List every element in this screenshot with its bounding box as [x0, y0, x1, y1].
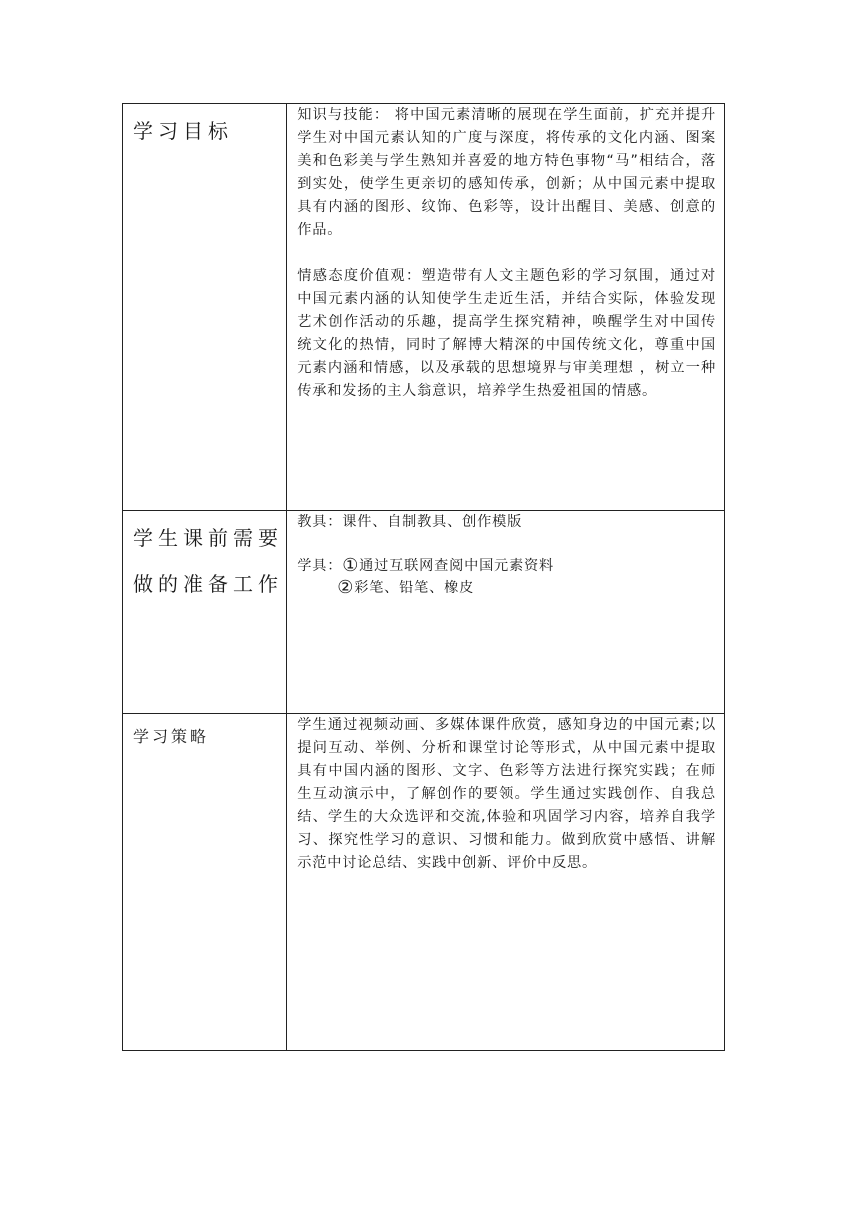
learning-goals-label-cell: [123, 104, 287, 511]
pre-class-preparation-row: [123, 511, 725, 714]
knowledge-skills-text: 知识与技能： 将中国元素清晰的展现在学生面前，扩充并提升学生对中国元素认知的广度与深度，将传承的文化内涵、图案美和色彩美与学生熟知并喜爱的地方特色事物“马”相结合，落到实处，使学生更亲切的感知传承，创新；从中国元素中提取具有内涵的图形、纹饰、色彩等，设计出醒目、美感、创意的作品。: [297, 107, 716, 238]
emotion-values-text: 情感态度价值观：塑造带有人文主题色彩的学习氛围，通过对中国元素内涵的认知使学生走近生活，并结合实际，体验发现艺术创作活动的乐趣，提高学生探究精神，唤醒学生对中国传统文化的热情，同时了解博大精深的中国传统文化，尊重中国元素内涵和情感，以及承载的思想境界与审美理想 ，树立一种传承和发扬的主人翁意识，培养学生热爱祖国的情感。: [297, 268, 716, 399]
preparation-label-line2: 做的准备工作: [133, 572, 283, 596]
learning-goals-label: 学习目标: [133, 119, 233, 143]
learning-strategy-text: 学生通过视频动画、多媒体课件欣赏，感知身边的中国元素;以提问互动、举例、分析和课堂讨论等形式，从中国元素中提取具有中国内涵的图形、文字、色彩等方法进行探究实践；在师生互动演示中，了解创作的要领。学生通过实践创作、自我总结、学生的大众选评和交流,体验和巩固学习内容，培养自我学习、探究性学习的意识、习惯和能力。做到欣赏中感悟、讲解示范中讨论总结、实践中创新、评价中反思。: [297, 717, 716, 871]
student-tools-line-2: [287, 577, 724, 599]
student-tools-line: [287, 555, 724, 577]
learning-goals-row: [123, 104, 725, 511]
preparation-label: [123, 511, 286, 607]
preparation-content-cell: [287, 511, 725, 714]
learning-strategy-label: 学习策略: [133, 727, 210, 746]
lesson-plan-table: [122, 103, 725, 1051]
student-tools-item-1: 通过互联网查阅中国元素资料: [359, 558, 555, 574]
learning-strategy-content-cell: [287, 714, 725, 1051]
preparation-label-cell: [123, 511, 287, 714]
student-tools-prefix: 学具：: [297, 558, 343, 574]
preparation-label-line1: 学生课前需要: [133, 526, 283, 550]
item-1-marker: ①: [342, 555, 360, 576]
teaching-tools-text: 教具：课件、自制教具、创作模版: [297, 514, 523, 530]
student-tools-item-2: 彩笔、铅笔、橡皮: [354, 580, 475, 596]
learning-strategy-row: [123, 714, 725, 1051]
learning-strategy-label-cell: [123, 714, 287, 1051]
learning-goals-content-cell: [287, 104, 725, 511]
item-2-marker: ②: [337, 577, 355, 598]
